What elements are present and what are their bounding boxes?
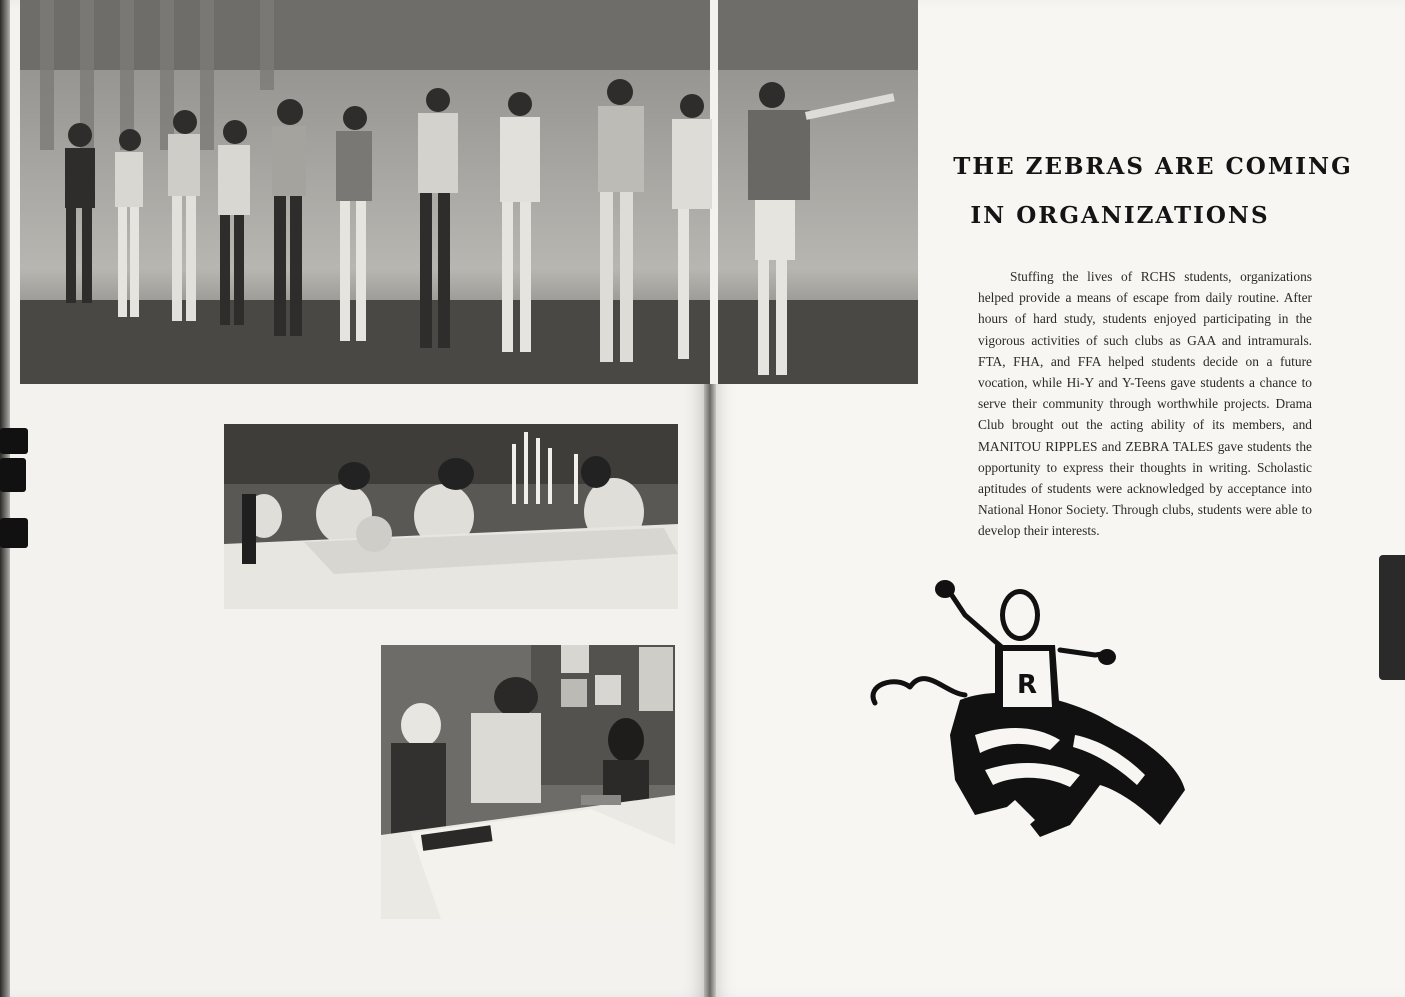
bucking-zebra-rider-illustration [855,575,1195,845]
dance-line-photo [20,0,918,384]
binder-clip-mid [0,458,26,492]
headline-line-2: IN ORGANIZATIONS [970,202,1270,229]
club-meeting-photo [381,645,675,919]
headline-line-1: THE ZEBRAS ARE COMING [953,153,1353,180]
page-tab-right [1379,555,1405,680]
binder-clip-bottom [0,518,28,548]
mascot-letter: R [1016,670,1038,700]
binder-clip-top [0,428,28,454]
banquet-table-photo [224,424,678,609]
body-paragraph: Stuffing the lives of RCHS students, organizations helped provide a means of escape from daily routine. After hours of hard study, students enjoyed participating in the vigorous activities of such clubs as GAA and intramurals. FTA, FHA, and FFA helped students decide on a future vocation, while Hi-Y and Y-Teens gave students a chance to serve their community through worthwhile projects. Drama Club brought out the acting ability of its members, and MANITOU RIPPLES and ZEBRA TALES gave students the opportunity to express their thoughts in writing. Scholastic aptitudes of students were acknowledged by acceptance into National Honor Society. Through clubs, students were able to develop their interests. [978,269,1312,539]
